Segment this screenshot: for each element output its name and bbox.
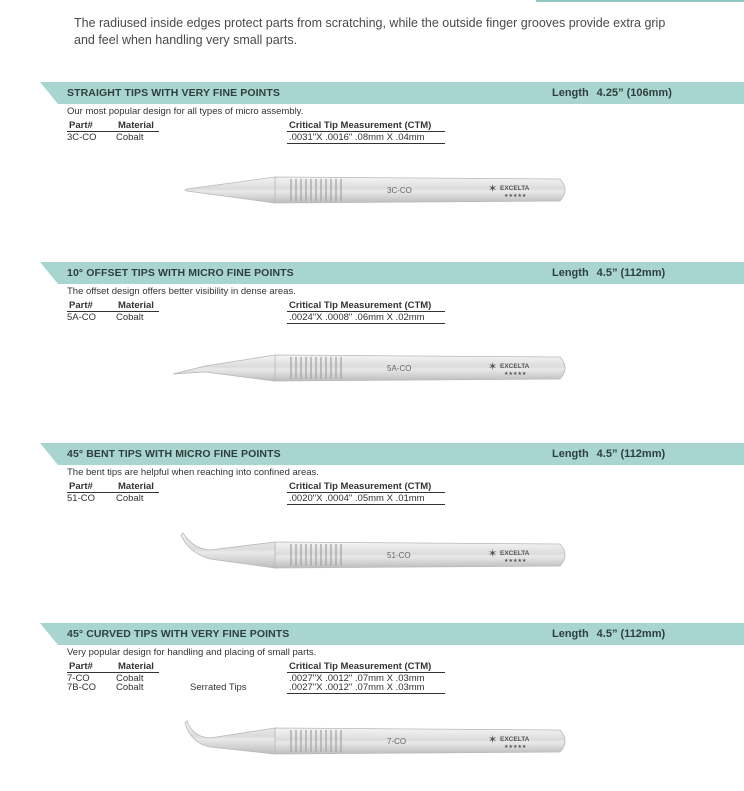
table-cell-ctm: .0031"X .0016" .08mm X .04mm [289,132,425,143]
row-underline [287,504,445,505]
brand-star-icon: ✶ [488,360,498,373]
table-cell-material: Cobalt [116,132,144,143]
brand-star-icon: ✶ [488,547,498,560]
length-value: 4.5” (112mm) [596,628,666,640]
section-description: Our most popular design for all types of micro assembly. [67,106,304,117]
tweezer-tip [185,721,275,754]
length-spec [552,628,665,640]
tweezer-image [165,521,575,611]
brand-star-icon: ✶ [488,182,498,195]
tweezer-illustration [165,701,575,791]
section-header-band [40,262,744,284]
column-header-part: Part# [69,120,93,131]
brand-stars: ★★★★★ [504,193,527,199]
length-value: 4.5” (112mm) [596,267,666,279]
table-cell-material: Cobalt [116,673,144,684]
table-cell-note: Serrated Tips [190,682,247,693]
tweezer-illustration [165,521,575,611]
column-header-part: Part# [69,300,93,311]
section-title: 45° CURVED TIPS WITH VERY FINE POINTS [67,628,290,640]
table-cell-part: 7B-CO [67,682,97,693]
tweezer-image [165,160,575,250]
intro-text: The radiused inside edges protect parts from scratching, while the outside finger grooves provide extra grip and feel when handling very small parts. [74,16,666,47]
section-header-band [40,623,744,645]
brand-logo-text: EXCELTA [500,185,530,192]
length-label: Length [552,628,589,640]
row-underline [287,143,445,144]
table-cell-part: 3C-CO [67,132,97,143]
column-header-part: Part# [69,661,93,672]
column-header-material: Material [118,481,154,492]
column-header-ctm: Critical Tip Measurement (CTM) [289,481,432,492]
length-spec [552,87,672,99]
table-cell-material: Cobalt [116,493,144,504]
length-label: Length [552,448,589,460]
length-value: 4.25” (106mm) [596,87,672,99]
column-header-ctm: Critical Tip Measurement (CTM) [289,300,432,311]
brand-logo-text: EXCELTA [500,736,530,743]
tweezer-engraving: 51-CO [387,551,411,560]
tweezer-engraving: 3C-CO [387,186,412,195]
length-spec [552,448,665,460]
tweezer-engraving: 5A-CO [387,364,412,373]
length-label: Length [552,87,589,99]
table-cell-ctm: .0020"X .0004" .05mm X .01mm [289,493,425,504]
tweezer-tip [185,177,275,203]
column-header-ctm: Critical Tip Measurement (CTM) [289,661,432,672]
brand-stars: ★★★★★ [504,371,527,377]
column-header-part: Part# [69,481,93,492]
row-underline [287,323,445,324]
column-header-ctm: Critical Tip Measurement (CTM) [289,120,432,131]
brand-stars: ★★★★★ [504,744,527,750]
row-underline [287,693,445,694]
table-cell-material: Cobalt [116,312,144,323]
length-value: 4.5” (112mm) [596,448,666,460]
tweezer-image [165,340,575,430]
section-description: The bent tips are helpful when reaching into confined areas. [67,467,319,478]
section-description: Very popular design for handling and placing of small parts. [67,647,317,658]
tweezer-tip [181,533,275,568]
section-title: 45° BENT TIPS WITH MICRO FINE POINTS [67,448,281,460]
section-title: STRAIGHT TIPS WITH VERY FINE POINTS [67,87,280,99]
section-description: The offset design offers better visibility in dense areas. [67,286,296,297]
section-header-band [40,443,744,465]
brand-stars: ★★★★★ [504,558,527,564]
table-cell-ctm: .0027"X .0012" .07mm X .03mm [289,682,425,693]
table-cell-material: Cobalt [116,682,144,693]
length-spec [552,267,665,279]
tweezer-illustration [165,160,575,250]
length-label: Length [552,267,589,279]
section-header-band [40,82,744,104]
tweezer-engraving: 7-CO [387,737,407,746]
table-cell-part: 7-CO [67,673,90,684]
table-cell-part: 51-CO [67,493,95,504]
brand-logo-text: EXCELTA [500,363,530,370]
top-accent-line [536,0,744,2]
table-cell-part: 5A-CO [67,312,97,323]
brand-star-icon: ✶ [488,733,498,746]
tweezer-illustration [165,340,575,430]
table-cell-ctm: .0024"X .0008" .06mm X .02mm [289,312,425,323]
tweezer-image [165,701,575,791]
brand-logo-text: EXCELTA [500,550,530,557]
column-header-material: Material [118,661,154,672]
column-header-material: Material [118,120,154,131]
table-cell-ctm: .0027"X .0012" .07mm X .03mm [289,673,425,684]
tweezer-tip [173,355,275,381]
section-title: 10° OFFSET TIPS WITH MICRO FINE POINTS [67,267,294,279]
column-header-material: Material [118,300,154,311]
